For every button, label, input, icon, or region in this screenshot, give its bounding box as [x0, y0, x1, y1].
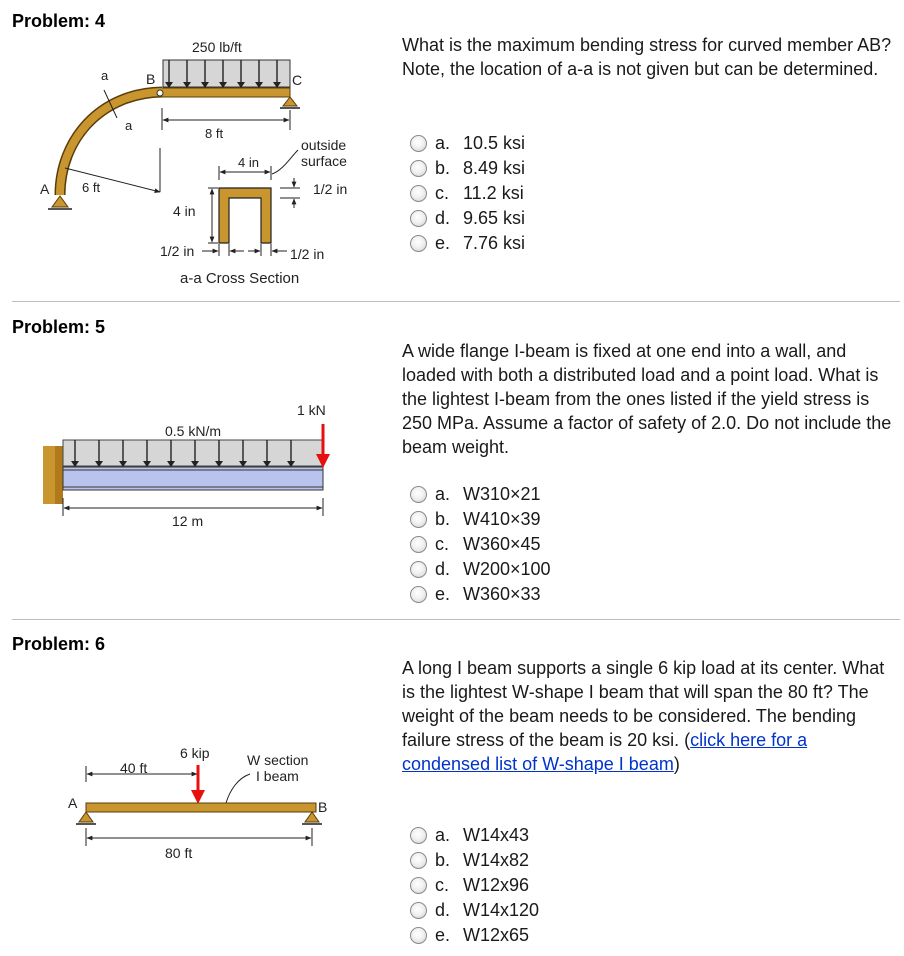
option-d[interactable]: [410, 898, 539, 923]
option-e[interactable]: [410, 582, 551, 607]
section-label-2: I beam: [256, 768, 299, 784]
option-letter: d.: [435, 208, 451, 228]
radio-button[interactable]: [410, 160, 427, 177]
option-letter: d.: [435, 559, 451, 579]
distributed-load-label: 0.5 kN/m: [165, 423, 222, 439]
load-label: 250 lb/ft: [192, 39, 242, 55]
option-text: W310×21: [463, 484, 541, 504]
radio-button[interactable]: [410, 902, 427, 919]
beam-bc: [160, 88, 290, 97]
width-label: 4 in: [238, 155, 259, 170]
option-text: 7.76 ksi: [463, 233, 526, 253]
question-body: A long I beam supports a single 6 kip load at its center. What is the lightest W-shape I beam that will span the 80 ft? The weight of the beam needs to be considered. The bending failure stress of the beam is 20 ksi. (: [402, 658, 885, 750]
option-letter: e.: [435, 925, 451, 945]
w-shape-list-link[interactable]: click here for a condensed list of W-shape I beam: [402, 730, 808, 774]
option-letter: c.: [435, 875, 450, 895]
height-label: 4 in: [173, 203, 196, 219]
section-label-1: W section: [247, 752, 309, 768]
option-b[interactable]: [410, 507, 551, 532]
radio-button[interactable]: [410, 827, 427, 844]
option-d[interactable]: [410, 206, 525, 231]
option-c[interactable]: [410, 181, 525, 206]
point-load-arrow: [191, 790, 205, 804]
option-text: W360×33: [463, 584, 541, 604]
load-label: 6 kip: [180, 745, 210, 761]
option-a[interactable]: [410, 823, 539, 848]
radio-button[interactable]: [410, 135, 427, 152]
problem-title: Problem: 5: [12, 317, 106, 337]
option-text: W12x65: [463, 925, 530, 945]
section-caption: a-a Cross Section: [180, 270, 300, 287]
section-mark-a2: a: [125, 118, 133, 133]
distributed-load: [163, 60, 290, 87]
roller-support-c: [283, 97, 297, 106]
answer-options: [410, 482, 551, 607]
point-a: A: [68, 795, 78, 811]
radio-button[interactable]: [410, 511, 427, 528]
option-letter: b.: [435, 509, 451, 529]
radio-button[interactable]: [410, 877, 427, 894]
option-letter: c.: [435, 183, 450, 203]
span-label: 12 m: [172, 513, 204, 529]
section-mark-a: a: [101, 68, 109, 83]
problem-title: Problem: 6: [12, 634, 106, 654]
flange-thickness-label: 1/2 in: [313, 181, 348, 197]
question-text: [402, 656, 897, 776]
option-text: 9.65 ksi: [463, 208, 526, 228]
option-text: W14x120: [463, 900, 540, 920]
option-a[interactable]: [410, 482, 551, 507]
option-text: W200×100: [463, 559, 551, 579]
span-label: 80 ft: [165, 845, 193, 861]
problem-5: [0, 302, 904, 618]
outside-label-1: outside: [301, 137, 347, 153]
radius-label: 6 ft: [82, 180, 101, 195]
option-b[interactable]: [410, 156, 525, 181]
option-b[interactable]: [410, 848, 539, 873]
option-c[interactable]: [410, 873, 539, 898]
option-letter: a.: [435, 825, 451, 845]
problem-title: Problem: 4: [12, 11, 106, 31]
option-d[interactable]: [410, 557, 551, 582]
problem-6-figure: [0, 620, 400, 956]
option-letter: b.: [435, 158, 451, 178]
half-span-label: 40 ft: [120, 760, 148, 776]
option-letter: d.: [435, 900, 451, 920]
option-c[interactable]: [410, 532, 551, 557]
point-c: C: [292, 72, 303, 88]
option-text: W14x82: [463, 850, 530, 870]
option-e[interactable]: [410, 231, 525, 256]
option-text: W14x43: [463, 825, 530, 845]
beam: [86, 803, 316, 812]
radio-button[interactable]: [410, 536, 427, 553]
pin-support-a: [79, 812, 93, 822]
cross-section-shape: [219, 188, 271, 243]
question-text: A wide flange I-beam is fixed at one end into a wall, and loaded with both a distributed load and a point load. What is the lightest I-beam from the ones listed if the yield stress is 250 MPa. Assume a factor of safety of 2.0. Do not include the beam weight.: [402, 341, 892, 457]
point-a: A: [40, 181, 50, 197]
question-text: What is the maximum bending stress for curved member AB? Note, the location of a-a is not given but can be determined.: [402, 35, 892, 79]
radio-button[interactable]: [410, 852, 427, 869]
problem-4: [0, 0, 904, 300]
option-text: W12x96: [463, 875, 530, 895]
option-a[interactable]: [410, 131, 525, 156]
radio-button[interactable]: [410, 561, 427, 578]
radio-button[interactable]: [410, 486, 427, 503]
option-letter: e.: [435, 584, 451, 604]
option-text: 10.5 ksi: [463, 133, 526, 153]
option-letter: c.: [435, 534, 450, 554]
question-end: ): [673, 754, 680, 774]
radio-button[interactable]: [410, 586, 427, 603]
answer-options: [410, 823, 539, 948]
answer-options: [410, 131, 525, 256]
problem-6: [0, 620, 904, 956]
option-text: 8.49 ksi: [463, 158, 526, 178]
span-label: 8 ft: [205, 126, 224, 141]
option-letter: b.: [435, 850, 451, 870]
radio-button[interactable]: [410, 927, 427, 944]
point-b: B: [318, 799, 328, 815]
option-text: W360×45: [463, 534, 541, 554]
radio-button[interactable]: [410, 235, 427, 252]
problem-4-figure: [0, 0, 400, 300]
outside-label-2: surface: [301, 153, 347, 169]
point-load-label: 1 kN: [297, 402, 326, 418]
radio-button[interactable]: [410, 210, 427, 227]
option-text: W410×39: [463, 509, 541, 529]
option-letter: a.: [435, 133, 451, 153]
option-letter: e.: [435, 233, 451, 253]
option-e[interactable]: [410, 923, 539, 948]
web-right-label: 1/2 in: [290, 246, 325, 262]
problem-5-figure: [0, 302, 400, 618]
radio-button[interactable]: [410, 185, 427, 202]
web-left-label: 1/2 in: [160, 243, 195, 259]
option-text: 11.2 ksi: [463, 183, 524, 203]
pin-support-a: [52, 196, 68, 207]
option-letter: a.: [435, 484, 451, 504]
point-b: B: [146, 71, 156, 87]
roller-support-b: [305, 812, 319, 822]
